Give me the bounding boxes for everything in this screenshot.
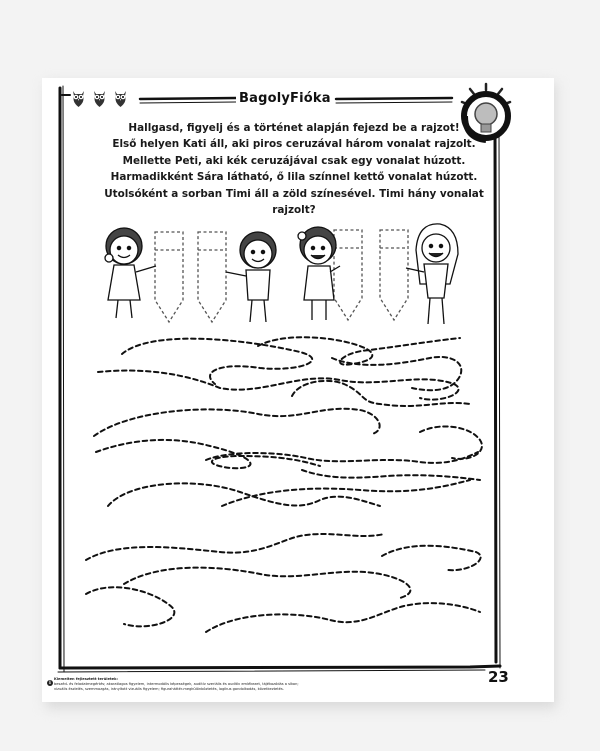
dashed-pencil bbox=[334, 230, 362, 320]
page-number: 23 bbox=[488, 668, 509, 686]
trace-line bbox=[108, 483, 380, 506]
trace-line bbox=[292, 381, 470, 406]
story-line: Harmadikként Sára látható, ő lila színnel kettő vonalat húzott. bbox=[110, 171, 478, 184]
trace-line bbox=[382, 546, 481, 570]
footer-skills bbox=[54, 677, 299, 692]
footer-title: Kiemelten fejlesztett területek: bbox=[54, 677, 118, 681]
footer-line: vizuális észlelés, szemmozgás, irányított vizuális figyelem; figuraháttér-megkülönböztetés, logikus gondolkodás, következtetés. bbox=[54, 687, 284, 691]
trace-line bbox=[206, 603, 480, 632]
trace-line bbox=[222, 480, 470, 506]
info-icon: i bbox=[47, 680, 53, 686]
trace-line bbox=[258, 337, 460, 364]
trace-line bbox=[98, 371, 459, 400]
trace-line bbox=[86, 587, 174, 626]
trace-line bbox=[302, 470, 480, 480]
story-line: Első helyen Kati áll, aki piros ceruzával három vonalat rajzolt. bbox=[112, 138, 476, 151]
brand-title: BagolyFióka bbox=[236, 91, 334, 106]
trace-line bbox=[94, 409, 380, 436]
footer-line: beszéd- és feladatmegértés; akaratlagos figyelem, intermodális képességek, auditív szeriális és auditív emlékezet, tájékozódás a síkon; bbox=[54, 682, 299, 686]
dashed-pencil bbox=[198, 232, 226, 322]
story-line: Utolsóként a sorban Timi áll a zöld színesével. Timi hány vonalat bbox=[104, 187, 484, 200]
trace-line bbox=[86, 534, 384, 560]
dashed-pencil bbox=[155, 232, 183, 322]
story-line: rajzolt? bbox=[272, 204, 316, 217]
child-timi bbox=[406, 224, 458, 324]
dashed-pencil bbox=[380, 230, 408, 320]
trace-line bbox=[332, 357, 461, 390]
story-line: Hallgasd, figyelj és a történet alapján fejezd be a rajzot! bbox=[128, 122, 460, 134]
trace-line bbox=[124, 568, 410, 598]
trace-line bbox=[206, 452, 478, 463]
child-kati bbox=[105, 228, 156, 318]
trace-line bbox=[122, 339, 312, 384]
story-line: Mellette Peti, aki kék ceruzájával csak egy vonalat húzott. bbox=[122, 154, 466, 167]
child-peti bbox=[226, 232, 276, 322]
